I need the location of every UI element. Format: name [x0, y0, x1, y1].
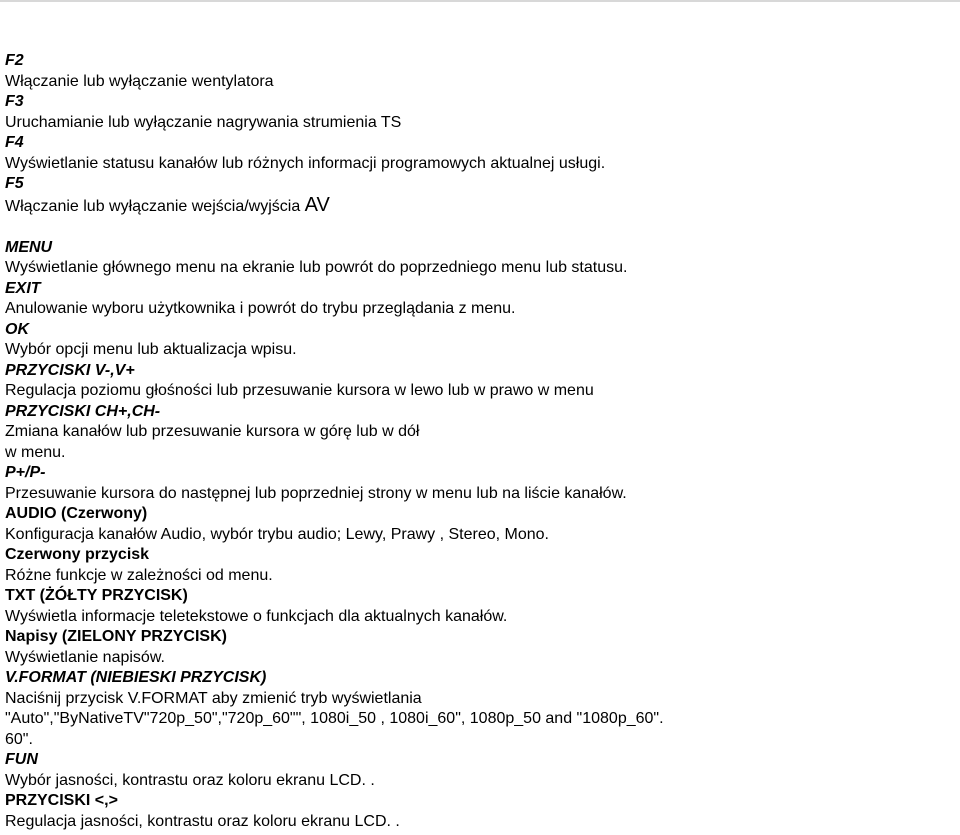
key-label: MENU [5, 238, 53, 256]
key-label: Napisy (ZIELONY PRZYCISK) [5, 628, 227, 645]
key-description: Uruchamianie lub wyłączanie nagrywania strumienia TS [5, 113, 402, 131]
key-label: TXT (ŻÓŁTY PRZYCISK) [5, 587, 188, 604]
entry-vformat [5, 668, 955, 750]
spacer [5, 217, 955, 238]
entry-red-button [5, 545, 955, 586]
key-label: F2 [5, 52, 24, 69]
key-description: Wyświetla informacje teletekstowe o funkcjach dla aktualnych kanałów. [5, 607, 508, 625]
entry-ok [5, 320, 955, 361]
entry-page-keys [5, 463, 955, 504]
key-description-line2: w menu. [5, 443, 66, 461]
entry-fun [5, 750, 955, 791]
entry-f4 [5, 133, 955, 174]
key-description: Wybór jasności, kontrastu oraz koloru ekranu LCD. . [5, 771, 375, 789]
key-description-line3: 60". [5, 730, 33, 748]
key-description: Naciśnij przycisk V.FORMAT aby zmienić tryb wyświetlania [5, 689, 422, 707]
key-description: Regulacja jasności, kontrastu oraz koloru ekranu LCD. . [5, 812, 400, 830]
key-description: Konfiguracja kanałów Audio, wybór trybu audio; Lewy, Prawy , Stereo, Mono. [5, 525, 549, 543]
key-label: AUDIO (Czerwony) [5, 505, 148, 522]
entry-subtitles [5, 627, 955, 668]
key-description: Regulacja poziomu głośności lub przesuwanie kursora w lewo lub w prawo w menu [5, 382, 594, 399]
key-label: F5 [5, 175, 24, 192]
top-divider [0, 0, 960, 2]
entry-audio [5, 504, 955, 545]
key-label: F4 [5, 134, 24, 151]
key-label: OK [5, 320, 29, 338]
key-description: Wyświetlanie statusu kanałów lub różnych informacji programowych aktualnej usługi. [5, 154, 606, 172]
key-label: PRZYCISKI <,> [5, 792, 118, 809]
key-label: PRZYCISKI CH+,CH- [5, 402, 161, 420]
entry-arrow-keys [5, 791, 955, 832]
key-label: FUN [5, 751, 38, 768]
entry-menu [5, 238, 955, 279]
key-description: Przesuwanie kursora do następnej lub poprzedniej strony w menu lub na liście kanałów. [5, 484, 627, 502]
key-label: P+/P- [5, 464, 46, 481]
key-label: F3 [5, 93, 24, 110]
key-label: EXIT [5, 279, 41, 297]
entry-f5 [5, 174, 955, 217]
key-description: Różne funkcje w zależności od menu. [5, 566, 273, 584]
key-description: Anulowanie wyboru użytkownika i powrót do trybu przeglądania z menu. [5, 300, 516, 317]
key-description: Wybór opcji menu lub aktualizacja wpisu. [5, 341, 297, 358]
key-description: Włączanie lub wyłączanie wentylatora [5, 72, 274, 90]
key-description: Wyświetlanie napisów. [5, 648, 165, 666]
key-description-text: Włączanie lub wyłączanie wejścia/wyjścia [5, 197, 301, 215]
key-description [5, 195, 955, 218]
key-description: Wyświetlanie głównego menu na ekranie lub powrót do poprzedniego menu lub statusu. [5, 259, 628, 276]
key-label: Czerwony przycisk [5, 546, 150, 563]
key-description-line2: "Auto","ByNativeTV"720p_50","720p_60"", 1080i_50 , 1080i_60", 1080p_50 and "1080p_60". [5, 710, 664, 727]
entry-volume-keys [5, 361, 955, 402]
key-label: V.FORMAT (NIEBIESKI PRZYCISK) [5, 669, 267, 686]
remote-keys-document [5, 51, 955, 832]
key-description: Zmiana kanałów lub przesuwanie kursora w górę lub w dół [5, 423, 420, 440]
entry-f2 [5, 51, 955, 92]
key-label: PRZYCISKI V-,V+ [5, 361, 135, 379]
entry-f3 [5, 92, 955, 133]
entry-exit [5, 279, 955, 320]
key-description-suffix: AV [304, 193, 330, 216]
entry-txt [5, 586, 955, 627]
entry-channel-keys [5, 402, 955, 464]
